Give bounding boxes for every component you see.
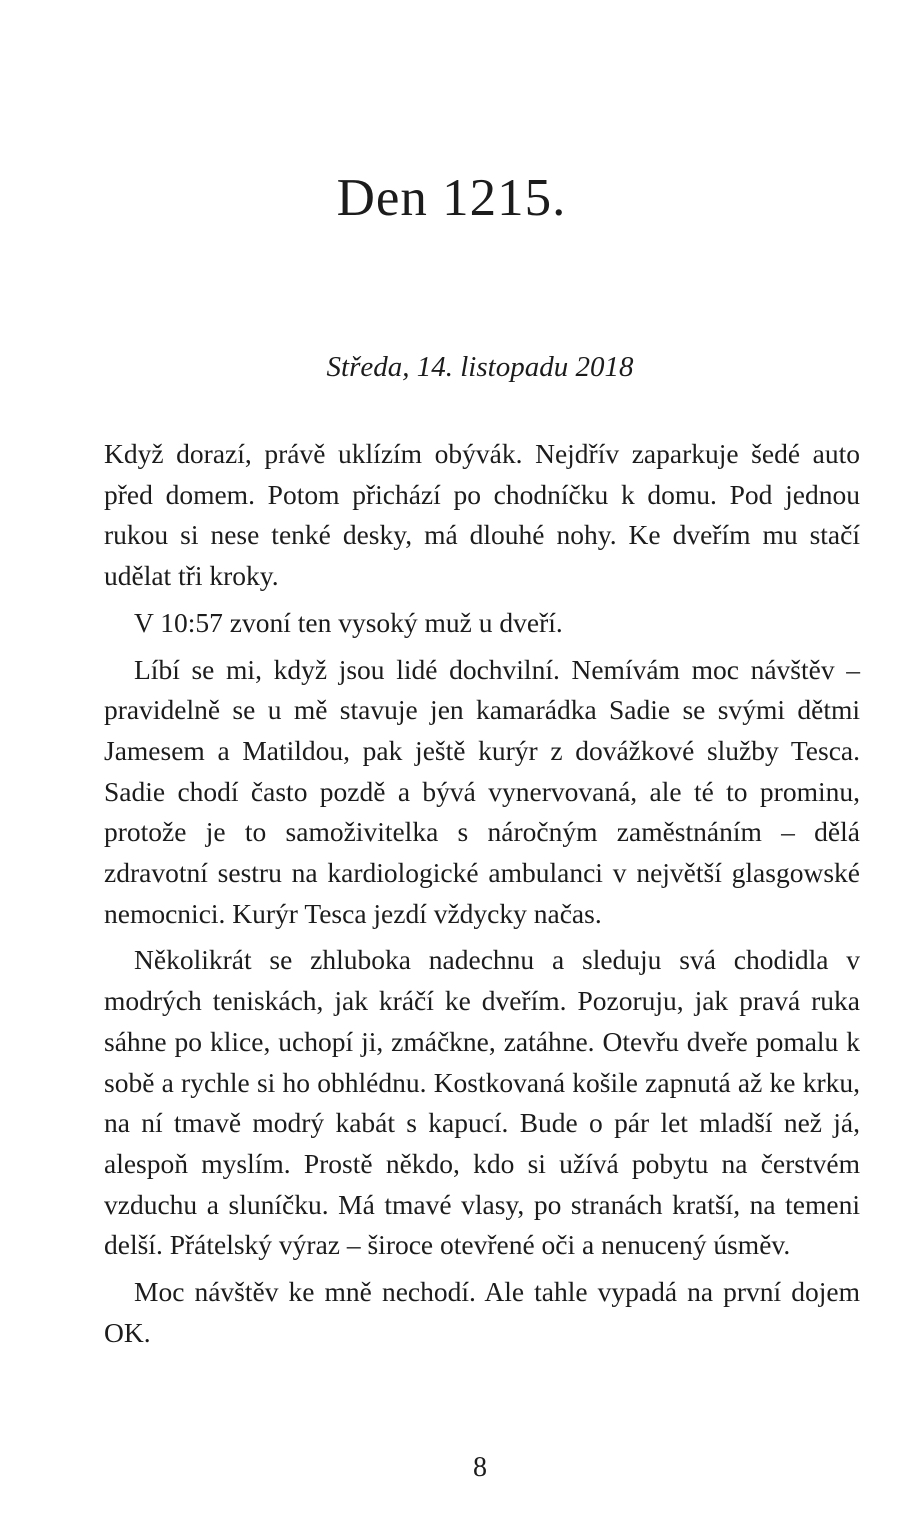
chapter-title: Den 1215. [336,169,567,227]
paragraph-4: Několikrát se zhluboka nadechnu a sleduju svá chodidla v modrých teniskách, jak kráčí ke dveřím. Pozoruju, jak pravá ruka sáhne po klice, uchopí ji, zmáčkne, zatáhne. Otevřu dveře pomalu k sobě a rychle si ho obhlédnu. Kostkovaná košile zapnutá až ke krku, na ní tmavě modrý kabát s kapucí. Bude o pár let mladší než já, alespoň myslím. Prostě někdo, kdo si užívá pobytu na čerstvém vzduchu a sluníčku. Má tmavé vlasy, po stranách kratší, na temeni delší. Přátelský výraz – široce otevřené oči a nenucený úsměv. [104,944,860,1261]
body-text [104,434,860,1353]
paragraph-1: Když dorazí, právě uklízím obývák. Nejdřív zaparkuje šedé auto před domem. Potom přichází po chodníčku k domu. Pod jednou rukou si nese tenké desky, má dlouhé nohy. Ke dveřím mu stačí udělat tři kroky. [104,438,860,592]
paragraph-2: V 10:57 zvoní ten vysoký muž u dveří. [134,606,563,638]
dateline: Středa, 14. listopadu 2018 [326,351,634,383]
paragraph-3: Líbí se mi, když jsou lidé dochvilní. Nemívám moc návštěv – pravidelně se u mě stavuje jen kamarádka Sadie se svými dětmi Jamesem a Matildou, pak ještě kurýr z dovážkové služby Tesca. Sadie chodí často pozdě a bývá vynervovaná, ale té to prominu, protože je to samoživitelka s náročným zaměstnáním – dělá zdravotní sestru na kardiologické ambulanci v největší glasgowské nemocnici. Kurýr Tesca jezdí vždycky načas. [104,653,860,929]
paragraph-5: Moc návštěv ke mně nechodí. Ale tahle vypadá na první dojem OK. [104,1276,860,1348]
page-number: 8 [473,1452,487,1483]
